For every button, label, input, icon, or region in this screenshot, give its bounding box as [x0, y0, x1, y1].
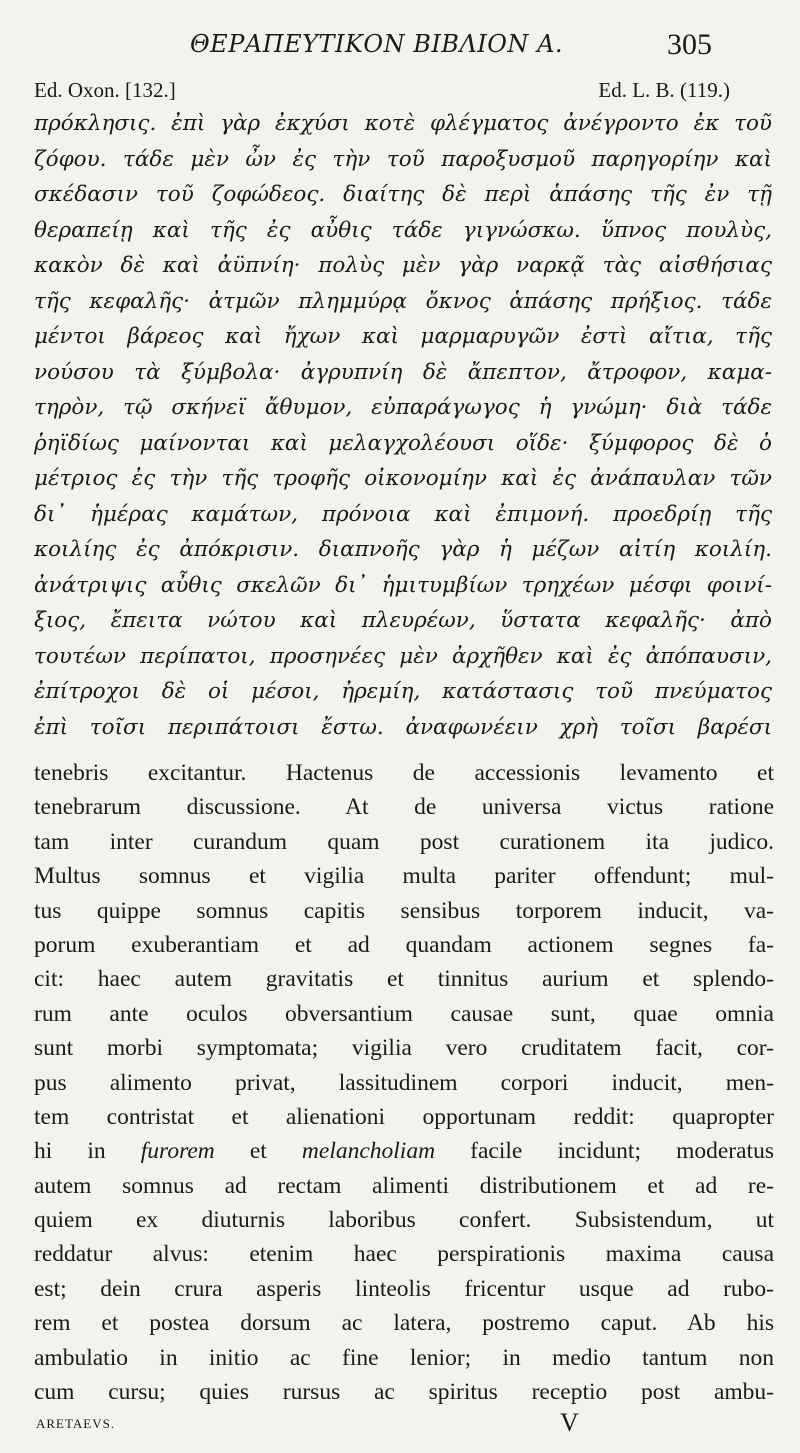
greek-line: μέντοι βάρεος καὶ ἤχων καὶ μαρμαρυγῶν ἐστὶ αἴτια, τῆς [34, 324, 772, 349]
signature-author: ARETAEVS. [36, 1416, 116, 1431]
latin-line: porum exuberantiam et ad quandam actionem segnes fa- [34, 931, 774, 958]
greek-line: θεραπείῃ καὶ τῆς ἐς αὖθις τάδε γιγνώσκω. ὕπνος πουλὺς, [34, 217, 772, 243]
greek-line: μέτριος ἐς τὴν τῆς τροφῆς οἰκονομίην καὶ ἐς ἀνάπαυλαν τῶν [34, 466, 772, 491]
greek-line: τῆς κεφαλῆς· ἀτμῶν πλημμύρᾳ ὄκνος ἁπάσης πρήξιος. τάδε [34, 288, 772, 314]
latin-line: tem contristat et alienationi opportunam reddit: quapropter [34, 1103, 774, 1130]
italic-term-furorem: furorem [140, 1138, 215, 1165]
latin-translation [34, 756, 774, 1409]
greek-line: νούσου τὰ ξύμβολα· ἀγρυπνίη δὲ ἄπεπτον, ἄτροφον, καμα- [34, 359, 772, 385]
greek-line: πρόκλησις. ἐπὶ γὰρ ἐκχύσι κοτὲ φλέγματος ἀνέγροντο ἐκ τοῦ [34, 111, 772, 136]
greek-line: δι᾽ ἡμέρας καμάτων, πρόνοια καὶ ἐπιμονή. προεδρίῃ τῆς [34, 501, 772, 527]
italic-term-melancholiam: melancholiam [301, 1138, 436, 1165]
greek-line: ζόφου. τάδε μὲν ὦν ἐς τὴν τοῦ παροξυσμοῦ παρηγορίην καὶ [34, 146, 772, 172]
latin-line: est; dein crura asperis linteolis fricentur usque ad rubo- [34, 1275, 774, 1302]
latin-line: rum ante oculos obversantium causae sunt, quae omnia [34, 1000, 774, 1027]
page-footer [0, 1410, 800, 1440]
greek-line: ξιος, ἔπειτα νώτου καὶ πλευρέων, ὕστατα κεφαλῆς· ἀπὸ [34, 608, 772, 633]
signature-mark: V [560, 1408, 579, 1437]
greek-line: κοιλίης ἐς ἀπόκρισιν. διαπνοῆς γὰρ ἡ μέζων αἰτίη κοιλίη. [34, 537, 772, 562]
page-number: 305 [667, 28, 712, 61]
latin-line: sunt morbi symptomata; vigilia vero cruditatem facit, cor- [34, 1035, 774, 1062]
latin-line: cum cursu; quies rursus ac spiritus receptio post ambu- [34, 1379, 774, 1406]
greek-line: ῥηϊδίως μαίνονται καὶ μελαγχολέουσι οἵδε· ξύμφορος δὲ ὁ [34, 430, 772, 456]
latin-line: pus alimento privat, lassitudinem corpori inducit, men- [34, 1069, 774, 1096]
edition-references [0, 76, 800, 106]
greek-line: ἀνάτριψις αὖθις σκελῶν δι᾽ ἡμιτυμβίων τρηχέων μέσφι φοινί- [34, 572, 772, 598]
running-head [0, 28, 800, 68]
greek-line: τηρὸν, τῷ σκήνεϊ ἄθυμον, εὐπαράγωγος ἡ γνώμη· διὰ τάδε [34, 395, 772, 420]
latin-line: reddatur alvus: etenim haec perspirationis maxima causa [34, 1241, 774, 1268]
greek-text [34, 106, 772, 745]
latin-line: tus quippe somnus capitis sensibus torporem inducit, va- [34, 897, 774, 924]
latin-line: tenebris excitantur. Hactenus de accessionis levamento et [34, 760, 774, 786]
greek-line: ἐπίτροχοι δὲ οἱ μέσοι, ἠρεμίη, κατάστασις τοῦ πνεύματος [34, 679, 772, 704]
greek-line: τουτέων περίπατοι, προσηνέες μὲν ἀρχῆθεν καὶ ἐς ἀπόπαυσιν, [34, 643, 772, 669]
latin-line: cit: haec autem gravitatis et tinnitus aurium et splendo- [34, 966, 774, 993]
greek-line: σκέδασιν τοῦ ζοφώδεος. διαίτης δὲ περὶ ἁπάσης τῆς ἐν τῇ [34, 182, 772, 207]
greek-line: ἐπὶ τοῖσι περιπάτοισι ἔστω. ἀναφωνέειν χρὴ τοῖσι βαρέσι [34, 714, 772, 740]
edition-lb-reference: Ed. L. B. (119.) [598, 78, 730, 102]
latin-text: et [214, 1138, 302, 1165]
latin-text: facile incidunt; moderatus [435, 1138, 774, 1165]
latin-text: hi in [34, 1138, 141, 1165]
running-title: ΘΕΡΑΠΕΥΤΙΚΟΝ ΒΙΒΛΙΟΝ Α. [190, 30, 564, 58]
latin-line: Multus somnus et vigilia multa pariter offendunt; mul- [34, 863, 774, 890]
latin-line: tenebrarum discussione. At de universa victus ratione [34, 794, 774, 821]
latin-line: autem somnus ad rectam alimenti distributionem et ad re- [34, 1172, 774, 1199]
latin-line: quiem ex diuturnis laboribus confert. Subsistendum, ut [34, 1207, 774, 1234]
edition-oxon-reference: Ed. Oxon. [132.] [34, 78, 176, 102]
latin-line-with-italics [34, 1134, 774, 1168]
greek-line: κακὸν δὲ καὶ ἀϋπνίη· πολὺς μὲν γὰρ ναρκᾷ τὰς αἰσθήσιας [34, 253, 772, 278]
latin-line: ambulatio in initio ac fine lenior; in medio tantum non [34, 1344, 774, 1371]
latin-line: tam inter curandum quam post curationem ita judico. [34, 828, 774, 855]
latin-line: rem et postea dorsum ac latera, postremo caput. Ab his [34, 1310, 774, 1337]
